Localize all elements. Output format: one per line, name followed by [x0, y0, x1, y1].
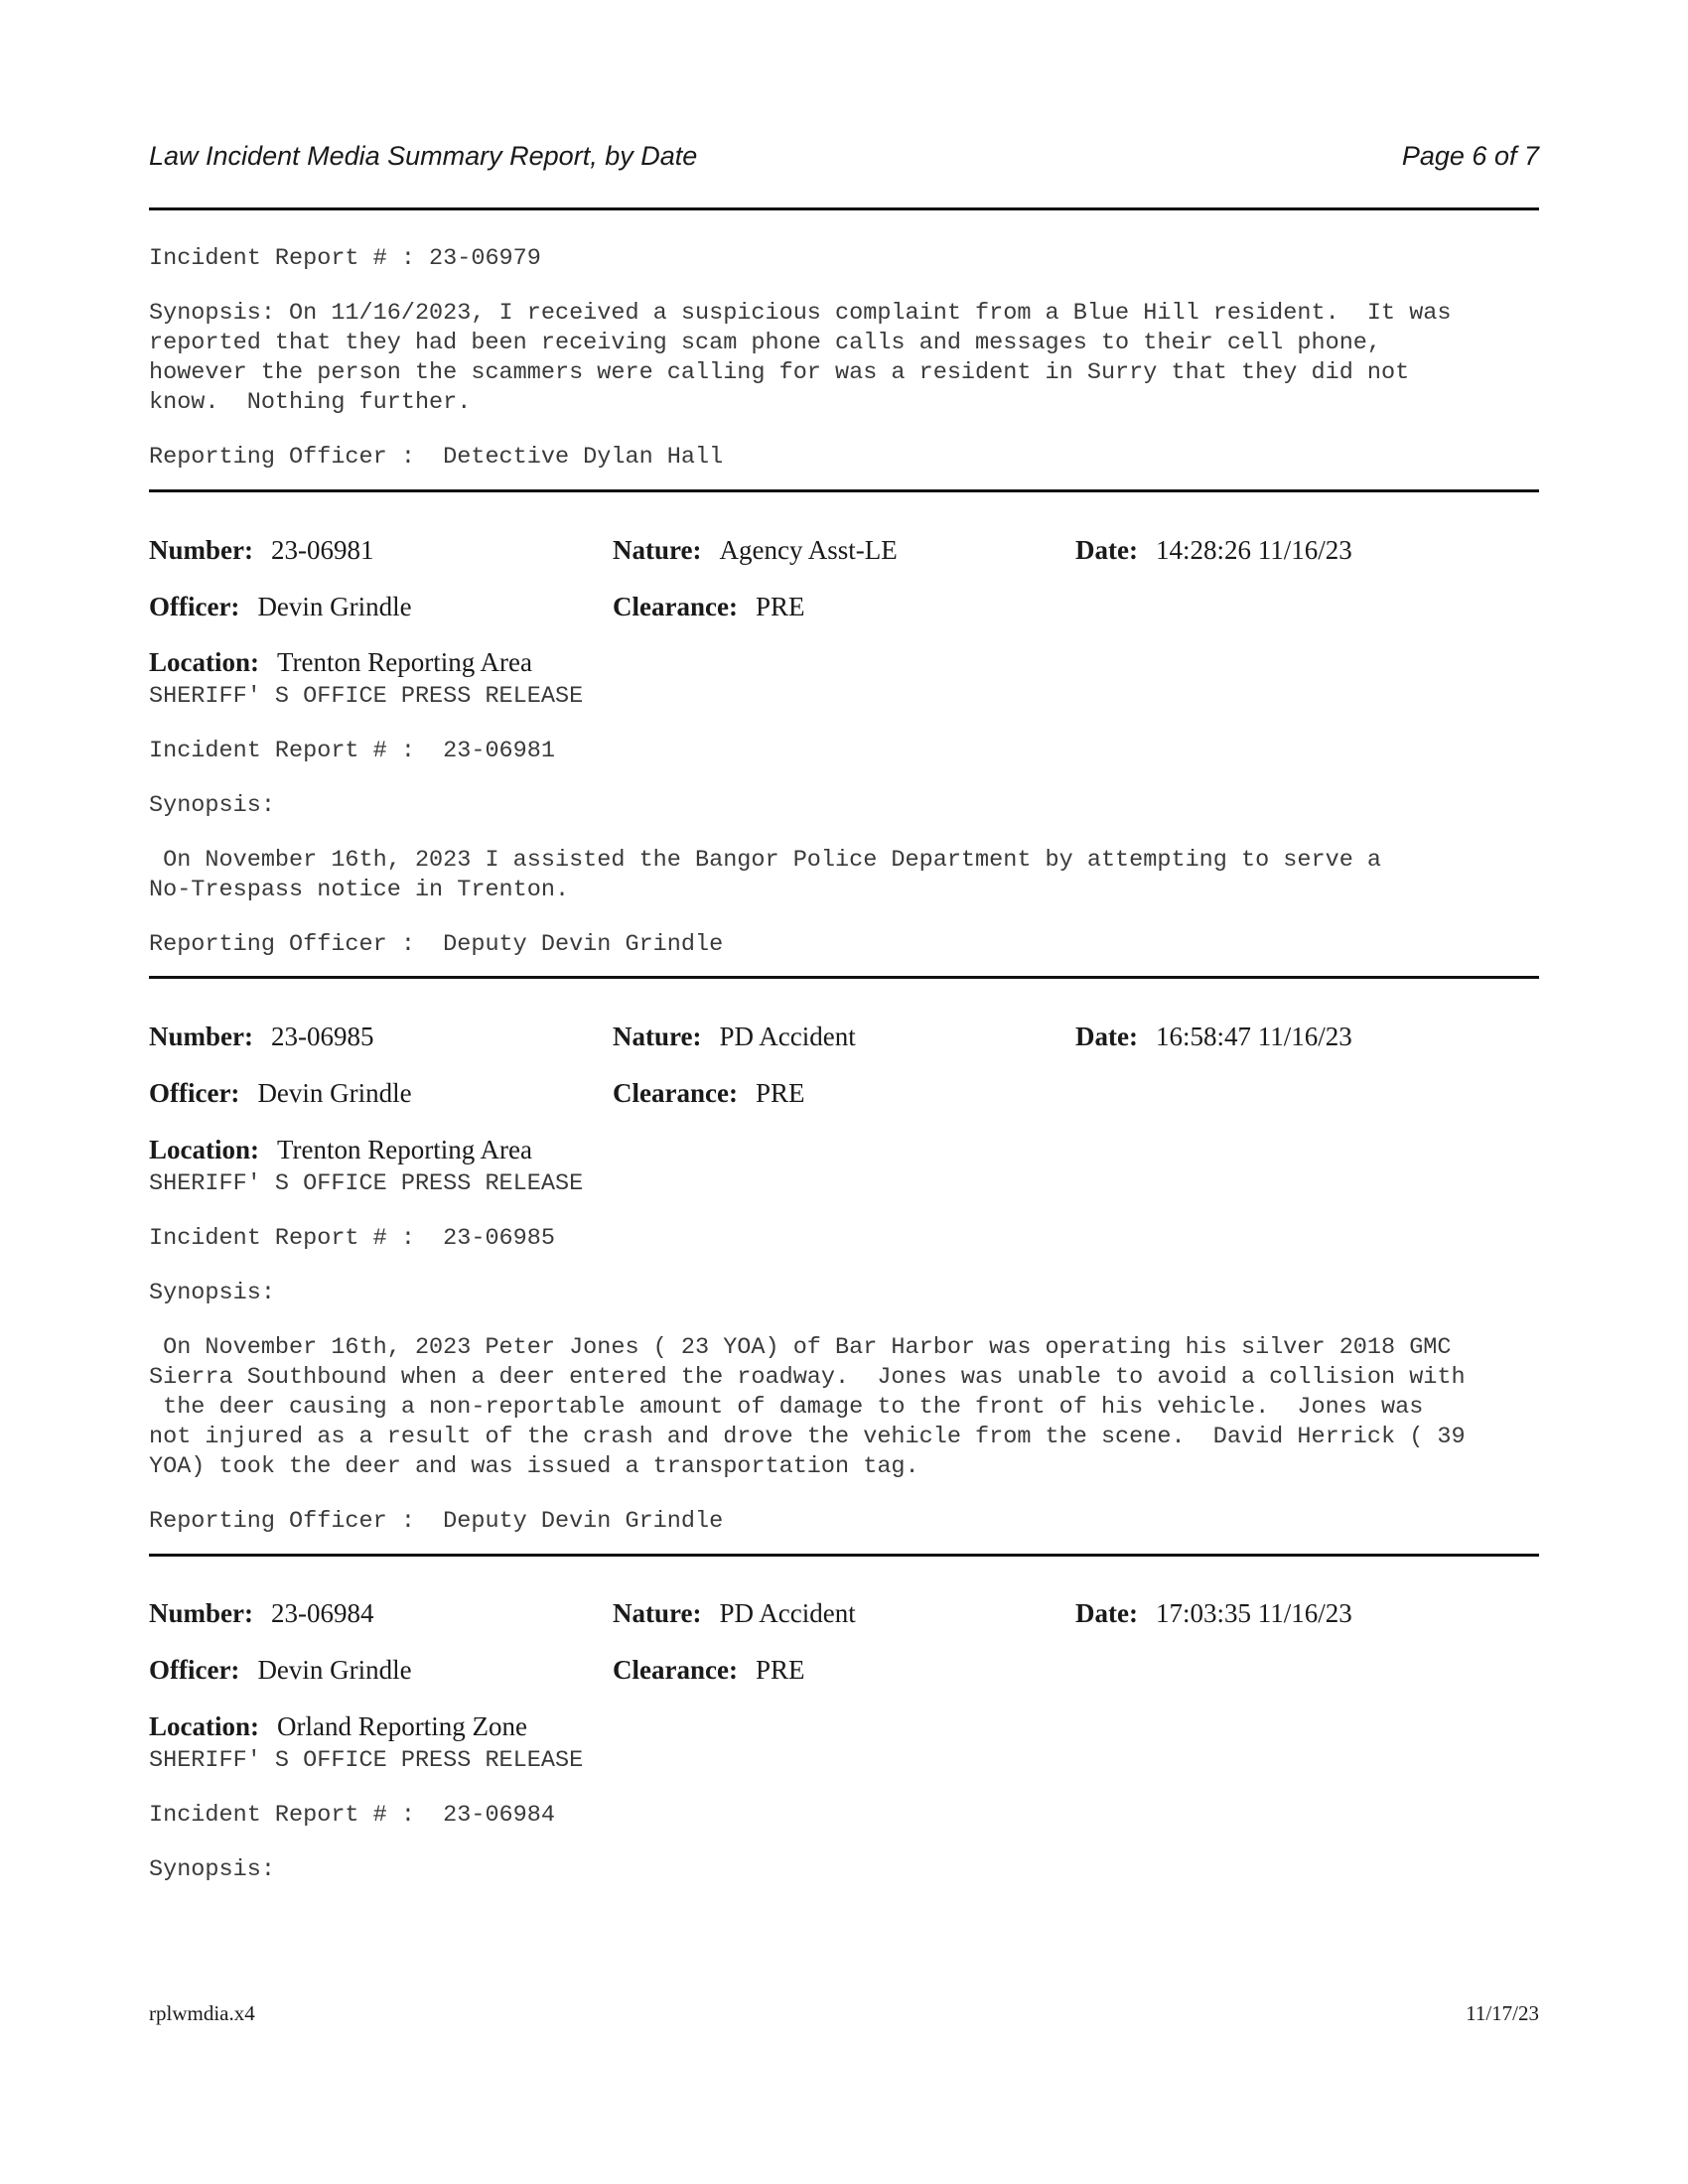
- date-value: 17:03:35 11/16/23: [1155, 1598, 1352, 1628]
- location-value: Trenton Reporting Area: [277, 1135, 532, 1164]
- synopsis-line: however the person the scammers were calling for was a resident in Surry that they did not: [149, 359, 1410, 386]
- date-field: [1075, 1597, 1352, 1629]
- officer-value: Devin Grindle: [257, 1655, 412, 1685]
- clearance-value: PRE: [755, 1078, 805, 1108]
- nature-value: Agency Asst-LE: [719, 535, 898, 565]
- location-field: [149, 646, 532, 678]
- location-field: [149, 1134, 532, 1165]
- footer-print-date: 11/17/23: [1466, 2001, 1539, 2025]
- synopsis-line: YOA) took the deer and was issued a transportation tag.: [149, 1453, 919, 1480]
- officer-label: Officer:: [149, 1655, 240, 1685]
- location-field: [149, 1710, 527, 1742]
- clearance-label: Clearance:: [613, 1655, 738, 1685]
- date-value: 16:58:47 11/16/23: [1155, 1022, 1352, 1051]
- nature-value: PD Accident: [719, 1598, 856, 1628]
- officer-label: Officer:: [149, 1078, 240, 1108]
- reporting-officer: Reporting Officer : Deputy Devin Grindle: [149, 931, 724, 958]
- synopsis-line: not injured as a result of the crash and drove the vehicle from the scene. David Herrick ( 39: [149, 1424, 1466, 1450]
- nature-label: Nature:: [613, 1598, 702, 1628]
- synopsis-line: No-Trespass notice in Trenton.: [149, 877, 570, 903]
- press-release-label: SHERIFF' S OFFICE PRESS RELEASE: [149, 1170, 584, 1197]
- record-number: 23-06981: [270, 535, 374, 565]
- date-field: [1075, 1021, 1352, 1052]
- clearance-field: [613, 1654, 804, 1686]
- date-value: 14:28:26 11/16/23: [1155, 535, 1352, 565]
- nature-field: [613, 534, 898, 566]
- incident-report-number: Incident Report # : 23-06981: [149, 738, 555, 764]
- location-label: Location:: [149, 1711, 259, 1741]
- synopsis-line: reported that they had been receiving scam phone calls and messages to their cell phone,: [149, 330, 1382, 356]
- record-divider: [149, 1554, 1539, 1557]
- report-header: [149, 141, 1539, 181]
- synopsis-line: On November 16th, 2023 I assisted the Bangor Police Department by attempting to serve a: [149, 847, 1382, 874]
- nature-field: [613, 1021, 856, 1052]
- incident-report-number: Incident Report # : 23-06979: [149, 245, 541, 272]
- page-number: Page 6 of 7: [1401, 141, 1539, 171]
- record-divider: [149, 489, 1539, 492]
- clearance-field: [613, 591, 804, 622]
- clearance-field: [613, 1077, 804, 1109]
- date-label: Date:: [1075, 535, 1138, 565]
- number-label: Number:: [149, 535, 253, 565]
- press-release-label: SHERIFF' S OFFICE PRESS RELEASE: [149, 1747, 584, 1774]
- report-page: [149, 0, 1539, 2184]
- record-number: 23-06984: [270, 1598, 374, 1628]
- synopsis-line: Synopsis: On 11/16/2023, I received a suspicious complaint from a Blue Hill resident. It was: [149, 300, 1452, 327]
- record-number-field: [149, 1021, 373, 1052]
- location-value: Orland Reporting Zone: [277, 1711, 527, 1741]
- date-label: Date:: [1075, 1598, 1138, 1628]
- location-label: Location:: [149, 647, 259, 677]
- nature-field: [613, 1597, 856, 1629]
- officer-field: [149, 591, 412, 622]
- date-field: [1075, 534, 1352, 566]
- synopsis-label: Synopsis:: [149, 1280, 275, 1306]
- location-value: Trenton Reporting Area: [277, 647, 532, 677]
- nature-label: Nature:: [613, 1022, 702, 1051]
- record-number-field: [149, 1597, 373, 1629]
- number-label: Number:: [149, 1598, 253, 1628]
- location-label: Location:: [149, 1135, 259, 1164]
- synopsis-label: Synopsis:: [149, 1856, 275, 1883]
- nature-value: PD Accident: [719, 1022, 856, 1051]
- synopsis-label: Synopsis:: [149, 792, 275, 819]
- record-number: 23-06985: [270, 1022, 374, 1051]
- clearance-value: PRE: [755, 1655, 805, 1685]
- synopsis-line: know. Nothing further.: [149, 389, 472, 416]
- officer-value: Devin Grindle: [257, 592, 412, 621]
- record-number-field: [149, 534, 373, 566]
- number-label: Number:: [149, 1022, 253, 1051]
- footer-report-id: rplwmdia.x4: [149, 2001, 255, 2025]
- nature-label: Nature:: [613, 535, 702, 565]
- officer-label: Officer:: [149, 592, 240, 621]
- reporting-officer: Reporting Officer : Detective Dylan Hall: [149, 444, 724, 471]
- clearance-value: PRE: [755, 592, 805, 621]
- report-title: Law Incident Media Summary Report, by Date: [149, 141, 698, 171]
- officer-field: [149, 1654, 412, 1686]
- reporting-officer: Reporting Officer : Deputy Devin Grindle: [149, 1508, 724, 1535]
- press-release-label: SHERIFF' S OFFICE PRESS RELEASE: [149, 683, 584, 710]
- incident-report-number: Incident Report # : 23-06985: [149, 1225, 555, 1252]
- clearance-label: Clearance:: [613, 592, 738, 621]
- clearance-label: Clearance:: [613, 1078, 738, 1108]
- synopsis-line: the deer causing a non-reportable amount of damage to the front of his vehicle. Jones was: [149, 1394, 1424, 1421]
- synopsis-line: Sierra Southbound when a deer entered the roadway. Jones was unable to avoid a collision with: [149, 1364, 1466, 1391]
- officer-field: [149, 1077, 412, 1109]
- record-divider: [149, 976, 1539, 979]
- synopsis-line: On November 16th, 2023 Peter Jones ( 23 YOA) of Bar Harbor was operating his silver 2018 GMC: [149, 1334, 1452, 1361]
- officer-value: Devin Grindle: [257, 1078, 412, 1108]
- incident-report-number: Incident Report # : 23-06984: [149, 1802, 555, 1829]
- date-label: Date:: [1075, 1022, 1138, 1051]
- header-divider: [149, 207, 1539, 210]
